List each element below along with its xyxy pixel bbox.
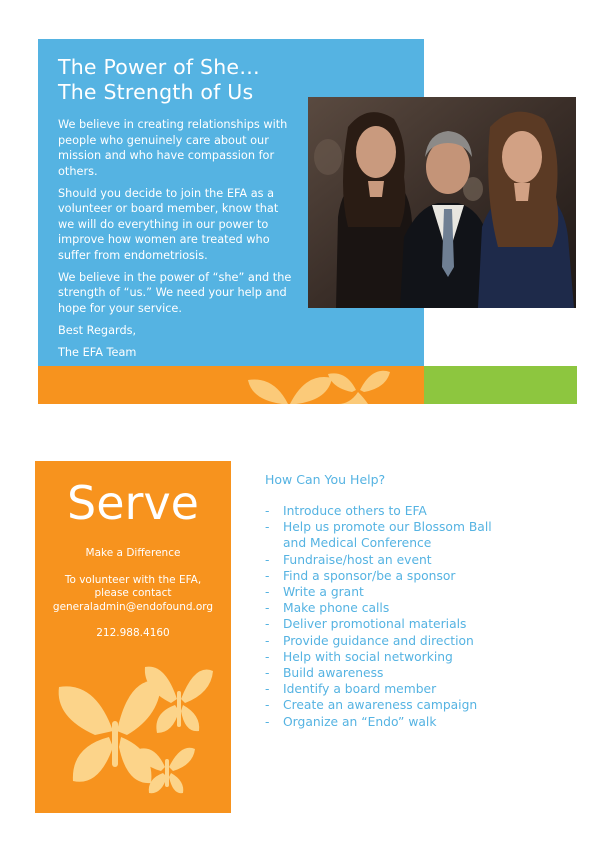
bullet-dash: - — [265, 682, 270, 697]
help-item-text: Help with social networking — [283, 649, 453, 664]
bullet-dash: - — [265, 714, 270, 729]
bullet-dash: - — [265, 666, 270, 681]
help-item — [265, 633, 565, 649]
help-item-text: Build awareness — [283, 666, 384, 681]
serve-panel — [35, 461, 231, 813]
help-item — [265, 714, 565, 730]
bullet-dash: - — [265, 649, 270, 664]
serve-subtitle: Make a Difference — [85, 547, 181, 559]
letter-paragraph-3: We believe in the power of “she” and the strength of “us.” We need your help and hope for your service. — [58, 270, 292, 315]
letter-closing: Best Regards, — [58, 323, 137, 337]
contact-line-1: To volunteer with the EFA, — [64, 573, 202, 586]
bullet-dash: - — [265, 520, 270, 535]
help-item-text: Deliver promotional materials — [283, 617, 467, 632]
bullet-dash: - — [265, 617, 270, 632]
help-item-text: Make phone calls — [283, 601, 390, 616]
bullet-dash: - — [265, 698, 270, 713]
help-item — [265, 568, 565, 584]
serve-contact-info — [39, 547, 227, 650]
help-item — [265, 552, 565, 568]
headline — [58, 55, 260, 105]
help-item-text: Provide guidance and direction — [283, 633, 474, 648]
butterflies-icon — [35, 651, 231, 813]
butterfly-decoration-icon — [38, 366, 424, 404]
help-item — [265, 649, 565, 665]
help-item-text: Identify a board member — [283, 682, 437, 697]
group-photo — [308, 97, 576, 308]
bullet-dash: - — [265, 552, 270, 567]
bullet-dash: - — [265, 585, 270, 600]
help-item-text: Find a sponsor/be a sponsor — [283, 568, 456, 583]
contact-line-2: please contact — [94, 587, 172, 599]
help-item-text: Introduce others to EFA — [283, 504, 427, 518]
contact-email[interactable]: generaladmin@endofound.org — [52, 600, 214, 613]
bullet-dash: - — [265, 601, 270, 616]
help-item-text: Help us promote our Blossom Ball — [283, 520, 492, 535]
letter-paragraph-2: Should you decide to join the EFA as a volunteer or board member, know that we will do everything in our power to improve how women are treated who suffer from endometriosis. — [58, 186, 279, 262]
help-item — [265, 584, 565, 600]
help-item-text: Organize an “Endo” walk — [283, 714, 437, 729]
help-item-text: Write a grant — [283, 585, 364, 600]
letter-paragraph-1: We believe in creating relationships with people who genuinely care about our mission and who have compassion for others. — [58, 118, 288, 178]
help-item — [265, 503, 565, 519]
letter-body — [58, 117, 296, 367]
help-item — [265, 600, 565, 616]
help-item-text: Fundraise/host an event — [283, 552, 432, 567]
group-photo-icon — [308, 97, 576, 308]
bullet-dash: - — [265, 568, 270, 583]
headline-line-2: The Strength of Us — [58, 80, 254, 104]
help-title: How Can You Help? — [265, 472, 386, 487]
serve-contact — [39, 574, 227, 615]
headline-line-1: The Power of She… — [58, 55, 260, 79]
help-item — [265, 519, 565, 551]
help-item-text-continued: and Medical Conference — [283, 536, 432, 551]
help-item — [265, 697, 565, 713]
help-item — [265, 665, 565, 681]
bullet-dash: - — [265, 633, 270, 648]
help-item — [265, 616, 565, 632]
bullet-dash: - — [265, 504, 270, 518]
help-item — [265, 681, 565, 697]
help-item-text: Create an awareness campaign — [283, 698, 478, 713]
help-list — [265, 503, 565, 730]
orange-footer-band — [38, 366, 424, 404]
green-footer-band — [424, 366, 577, 404]
contact-phone[interactable]: 212.988.4160 — [96, 627, 170, 639]
letter-signature: The EFA Team — [58, 345, 137, 359]
serve-title: Serve — [67, 476, 199, 530]
